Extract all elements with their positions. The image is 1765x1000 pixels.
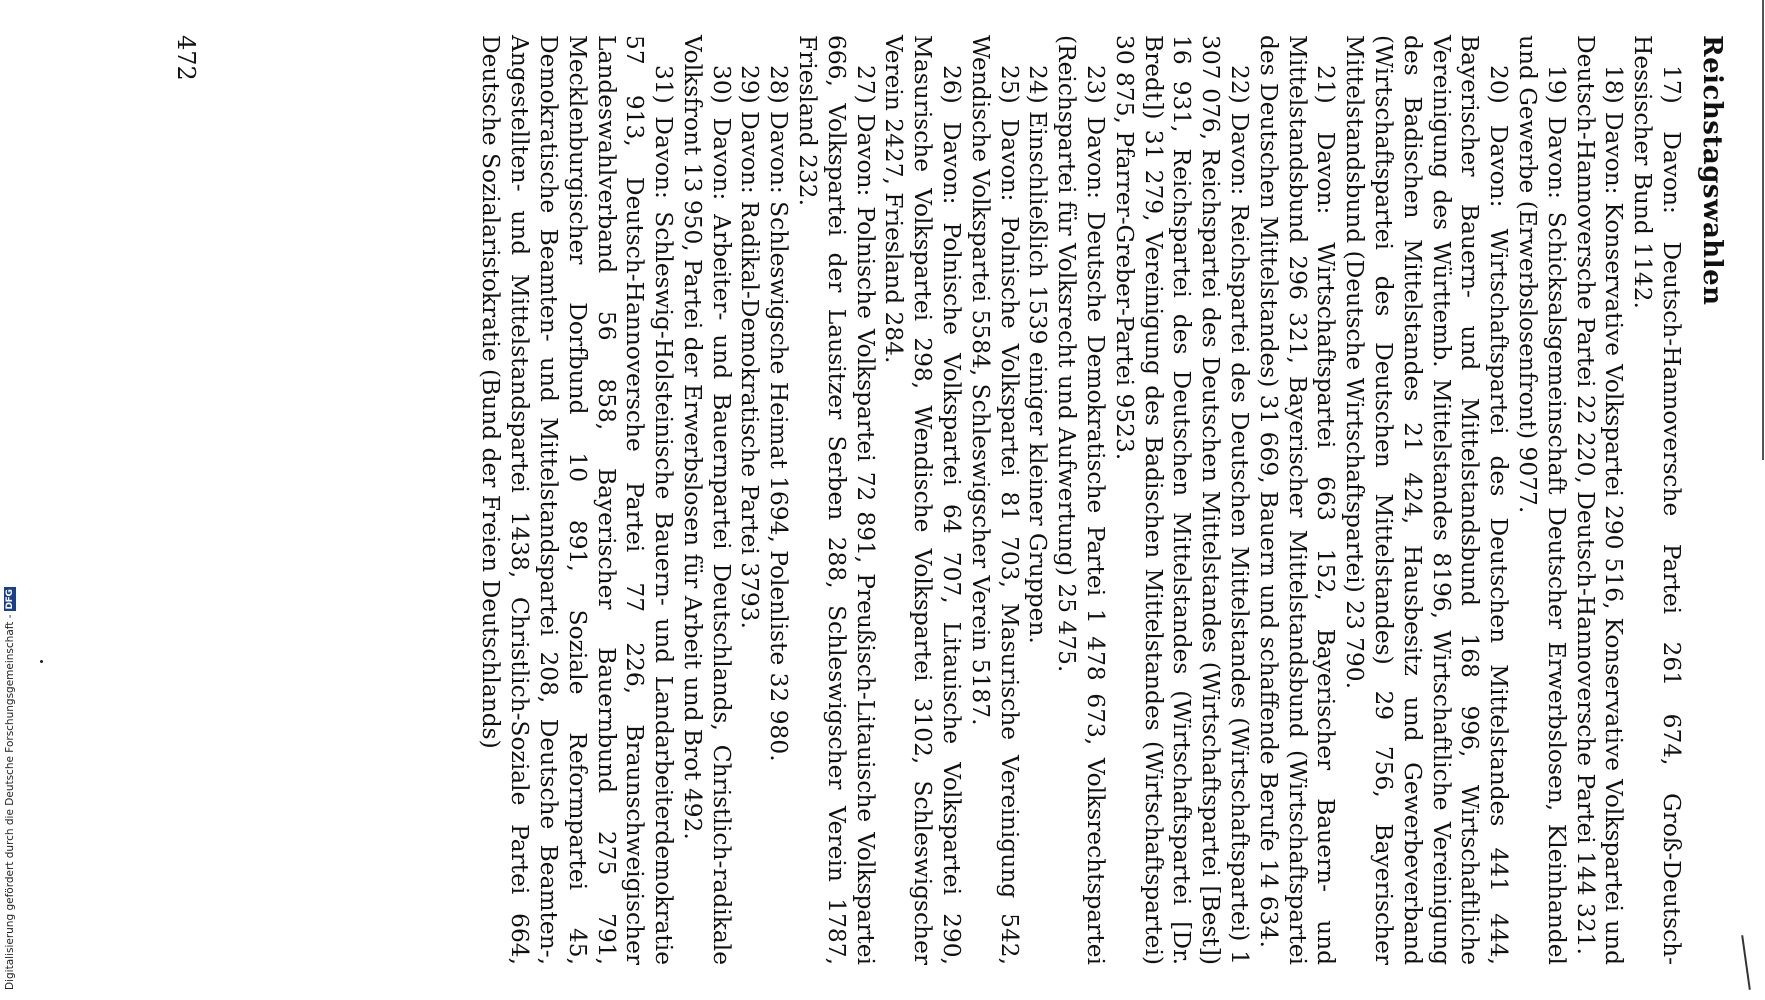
page-number: 472: [172, 35, 200, 81]
footnote-29: 29) Davon: Radikal-Demokratische Partei 3793.: [736, 65, 764, 629]
footnote-20: 20) Davon: Wirtschaftspartei des Deutschen Mittelstandes 441 444, Bayerischer Bauern- und Mittelstandsbund 168 996, Wirtschaftliche Vereinigung des Württemb. Mittelstandes 8196, Wirtschaftliche Vereinigung des Badischen Mittelstandes 21 424, Hausbesitz und Gewerbeverband (Wirtschaftspartei des Deutschen Mittelstandes) 29 756, Bayerischer Mittelstandsbund (Deutsche Wirtschaftspartei) 23 790.: [1341, 35, 1513, 965]
footnote-21: 21) Davon: Wirtschaftspartei 663 152, Bayerischer Bauern- und Mittelstandsbund 296 321, Bayerischer Mittelstandsbund (Wirtschaftspartei des Deutschen Mittelstandes) 31 669, Bauern und schaffende Berufe 14 634.: [1254, 35, 1340, 965]
footnote-text: [476, 35, 1685, 965]
footnote-18: 18) Davon: Konservative Volkspartei 290 516, Konservative Volkspartei und Deutsch-Hannoversche Partei 22 220, Deutsch-Hannoversche Partei 144 321.: [1571, 35, 1628, 965]
footnote-30: 30) Davon: Arbeiter- und Bauernpartei Deutschlands, Christlich-radikale Volksfront 13 950, Partei der Erwerbslosen für Arbeit und Brot 492.: [678, 35, 735, 965]
footnote-17: 17) Davon: Deutsch-Hannoversche Partei 261 674, Groß-Deutsch-Hessischer Bund 1142.: [1629, 35, 1685, 965]
page-edge-rule: [1762, 0, 1764, 460]
footnote-23: 23) Davon: Deutsche Demokratische Partei 1 478 673, Volksrechtspartei (Reichspartei für Volksrecht und Aufwertung) 25 475.: [1053, 35, 1110, 965]
funding-notice: [2, 0, 18, 1000]
funding-text: Digitalisierung gefördert durch die Deutsche Forschungsgemeinschaft -: [4, 614, 16, 990]
dfg-logo-icon: DFG: [5, 589, 15, 610]
footnote-25: 25) Davon: Polnische Volkspartei 81 703, Masurische Vereinigung 542, Wendische Volkspartei 5584, Schleswigscher Verein 5187.: [966, 35, 1023, 965]
scan-speck: [40, 660, 43, 663]
footnote-27: 27) Davon: Polnische Volkspartei 72 891, Preußisch-Litauische Volkspartei 666, Volkspartei der Lausitzer Serben 288, Schleswigscher Verein 1787, Friesland 232.: [794, 35, 879, 965]
footnote-26: 26) Davon: Polnische Volkspartei 64 707, Litauische Volkspartei 290, Masurische Volkspartei 298, Wendische Volkspartei 3102, Schleswigscher Verein 2427, Friesland 284.: [880, 35, 966, 965]
footnote-19: 19) Davon: Schicksalsgemeinschaft Deutscher Erwerbslosen, Kleinhandel und Gewerbe (Erwerbslosenfront) 9077.: [1514, 35, 1570, 965]
footnote-24: 24) Einschließlich 1539 einiger kleiner Gruppen.: [1024, 65, 1052, 644]
footnote-28: 28) Davon: Schleswigsche Heimat 1694, Polenliste 32 980.: [765, 65, 793, 762]
running-head: Reichstagswahlen: [1697, 35, 1727, 306]
footnote-22: 22) Davon: Reichspartei des Deutschen Mittelstandes (Wirtschaftspartei) 1 307 076, Reichspartei des Deutschen Mittelstandes (Wirtschaftspartei [Best]) 16 931, Reichspartei des Deutschen Mittelstandes (Wirtschaftspartei [Dr. Bredt]) 31 279, Vereinigung des Badischen Mittelstandes (Wirtschaftspartei) 30 875, Pfarrer-Greber-Partei 9523.: [1110, 35, 1254, 965]
footnote-31: 31) Davon: Schleswig-Holsteinische Bauern- und Landarbeiterdemokratie 57 913, Deutsch-Hannoversche Partei 77 226, Braunschweigischer Landeswahlverband 56 858, Bayerischer Bauernbund 275 791, Mecklenburgischer Dorfbund 10 891, Soziale Reformpartei 45, Demokratische Beamten- und Mittelstandspartei 208, Deutsche Beamten-, Angestellten- und Mittelstandspartei 1438, Christlich-Soziale Partei 664, Deutsche Sozialaristokratie (Bund der Freien Deutschlands): [477, 35, 678, 965]
